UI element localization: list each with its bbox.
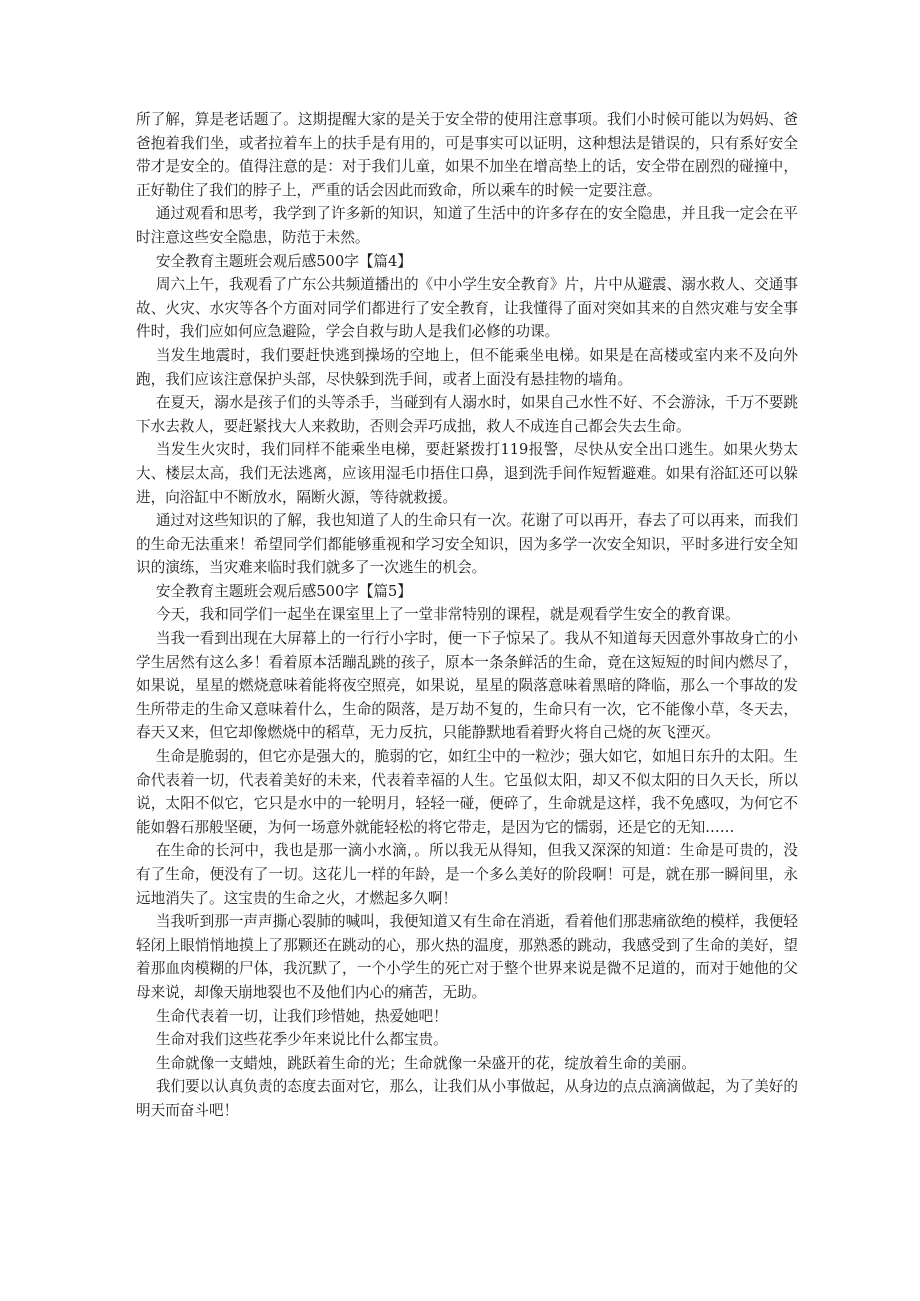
paragraph: 当我听到那一声声撕心裂肺的喊叫，我便知道又有生命在消逝，看着他们那悲痛欲绝的模样，我便轻轻闭上眼悄悄地摸上了那颗还在跳动的心，那火热的温度，那熟悉的跳动，我感受到了生命的美好，望着那血肉模糊的尸体，我沉默了，一个小学生的死亡对于整个世界来说是微不足道的，而对于她他的父母来说，却像天崩地裂也不及他们内心的痛苦，无助。 — [136, 913, 798, 1001]
paragraph: 生命是脆弱的，但它亦是强大的，脆弱的它，如红尘中的一粒沙；强大如它，如旭日东升的太阳。生命代表着一切，代表着美好的未来，代表着幸福的人生。它虽似太阳，却又不似太阳的日久天长，所以说，太阳不似它，它只是水中的一轮明月，轻轻一碰，便碎了，生命就是这样，我不免感叹，为何它不能如磐石那般坚硬，为何一场意外就能轻松的将它带走，是因为它的懦弱，还是它的无知…… — [136, 748, 798, 836]
paragraph: 生命就像一支蜡烛，跳跃着生命的光；生命就像一朵盛开的花，绽放着生命的美丽。 — [155, 1054, 696, 1072]
section-heading: 安全教育主题班会观后感500字【篇5】 — [155, 582, 412, 600]
paragraph: 当发生地震时，我们要赶快逃到操场的空地上，但不能乘坐电梯。如果是在高楼或室内来不及向外跑，我们应该注意保护头部，尽快躲到洗手间，或者上面没有悬挂物的墙角。 — [136, 346, 798, 388]
paragraph: 周六上午，我观看了广东公共频道播出的《中小学生安全教育》片，片中从避震、溺水救人、交通事故、火灾、水灾等各个方面对同学们都进行了安全教育，让我懂得了面对突如其来的自然灾难与安全事件时，我们应如何应急避险，学会自救与助人是我们必修的功课。 — [136, 276, 798, 341]
paragraph: 通过观看和思考，我学到了许多新的知识，知道了生活中的许多存在的安全隐患，并且我一定会在平时注意这些安全隐患，防范于未然。 — [136, 205, 798, 246]
paragraph: 当我一看到出现在大屏幕上的一行行小字时，便一下子惊呆了。我从不知道每天因意外事故身亡的小学生居然有这么多！看着原本活蹦乱跳的孩子，原本一条条鲜活的生命，竟在这短短的时间内燃尽了，如果说，星星的燃烧意味着能将夜空照亮，如果说，星星的陨落意味着黑暗的降临，那么一个事故的发生所带走的生命又意味着什么，生命的陨落，是万劫不复的，生命只有一次，它不能像小草，冬天去，春天又来，但它却像燃烧中的稻草，无力反抗，只能静默地看着野火将自己烧的灰飞湮灭。 — [136, 630, 798, 742]
document-body — [136, 108, 798, 1123]
paragraph: 生命对我们这些花季少年来说比什么都宝贵。 — [155, 1031, 448, 1049]
paragraph: 在生命的长河中，我也是那一滴小水滴，。所以我无从得知，但我又深深的知道：生命是可贵的，没有了生命，便没有了一切。这花儿一样的年龄，是一个多么美好的阶段啊！可是，就在那一瞬间里，永远地消失了。这宝贵的生命之火，才燃起多久啊！ — [136, 842, 798, 907]
paragraph: 当发生火灾时，我们同样不能乘坐电梯，要赶紧拨打119报警，尽快从安全出口逃生。如果火势太大、楼层太高，我们无法逃离，应该用湿毛巾捂住口鼻，退到洗手间作短暂避难。如果有浴缸还可以躲进，向浴缸中不断放水，隔断火源，等待就救援。 — [136, 441, 798, 506]
paragraph: 通过对这些知识的了解，我也知道了人的生命只有一次。花谢了可以再开，春去了可以再来，而我们的生命无法重来！希望同学们都能够重视和学习安全知识，因为多学一次安全知识，平时多进行安全知识的演练，当灾难来临时我们就多了一次逃生的机会。 — [136, 512, 798, 577]
paragraph: 生命代表着一切，让我们珍惜她，热爱她吧！ — [155, 1007, 448, 1025]
paragraph: 在夏天，溺水是孩子们的头等杀手，当碰到有人溺水时，如果自己水性不好、不会游泳，千万不要跳下水去救人，要赶紧找大人来救助，否则会弄巧成拙，救人不成连自己都会失去生命。 — [136, 394, 798, 435]
section-heading: 安全教育主题班会观后感500字【篇4】 — [155, 252, 412, 270]
paragraph: 今天，我和同学们一起坐在课室里上了一堂非常特别的课程，就是观看学生安全的教育课。 — [155, 606, 740, 624]
paragraph: 我们要以认真负责的态度去面对它，那么，让我们从小事做起，从身边的点点滴滴做起，为了美好的明天而奋斗吧！ — [136, 1078, 798, 1119]
paragraph: 所了解，算是老话题了。这期提醒大家的是关于安全带的使用注意事项。我们小时候可能以为妈妈、爸爸抱着我们坐，或者拉着车上的扶手是有用的，可是事实可以证明，这种想法是错误的，只有系好安全带才是安全的。值得注意的是：对于我们儿童，如果不加坐在增高垫上的话，安全带在剧烈的碰撞中，正好勒住了我们的脖子上，严重的话会因此而致命，所以乘车的时候一定要注意。 — [136, 111, 798, 199]
